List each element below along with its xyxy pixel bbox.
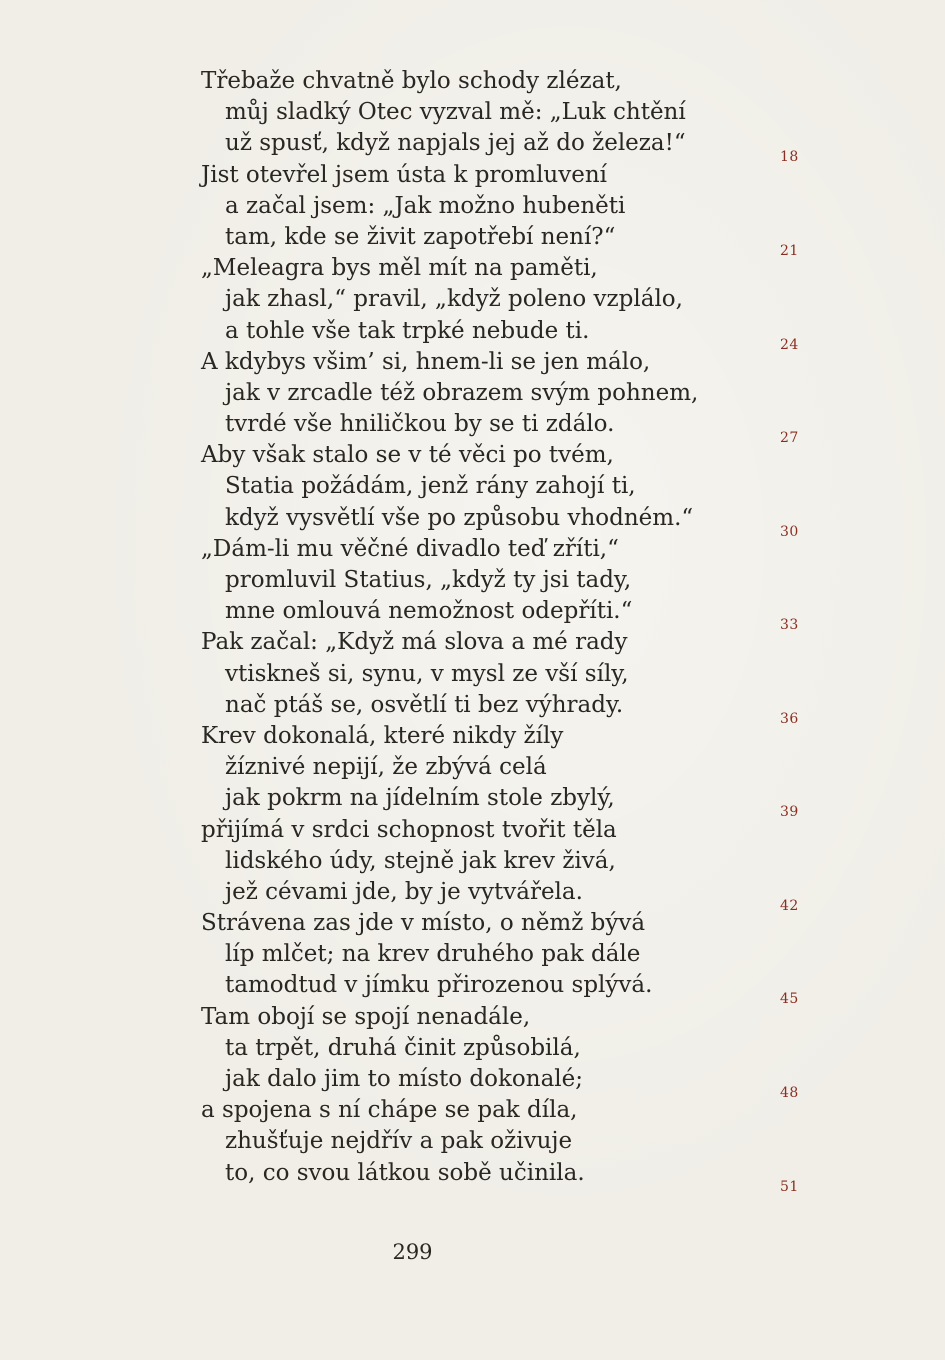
verse-text: Pak začal: „Když má slova a mé rady bbox=[201, 629, 628, 656]
verse-number: 30 bbox=[780, 523, 799, 540]
verse-text: a začal jsem: „Jak možno hubeněti bbox=[225, 192, 626, 219]
verse-text: nač ptáš se, osvětlí ti bez výhrady. bbox=[225, 691, 624, 718]
verse-text: mne omlouvá nemožnost odepříti.“ bbox=[225, 598, 633, 625]
verse-text: jak v zrcadle též obrazem svým pohnem, bbox=[225, 379, 699, 406]
verse-line bbox=[0, 596, 945, 634]
verse-number: 45 bbox=[780, 991, 799, 1008]
verse-text: Jist otevřel jsem ústa k promluvení bbox=[201, 161, 608, 188]
verse-number: 36 bbox=[780, 710, 799, 727]
verse-number: 48 bbox=[780, 1085, 799, 1101]
verse-line bbox=[0, 503, 945, 540]
verse-text: A kdybys všim’ si, hnem-li se jen málo, bbox=[201, 348, 651, 375]
verse-text: přijímá v srdci schopnost tvořit těla bbox=[201, 816, 617, 843]
verse-line bbox=[0, 409, 945, 447]
verse-line bbox=[0, 721, 945, 752]
verse-text: promluvil Statius, „když ty jsi tady, bbox=[225, 567, 632, 593]
verse-number: 33 bbox=[780, 617, 799, 634]
verse-text: už spusť, když napjals jej až do železa!“ bbox=[225, 130, 686, 157]
verse-number: 39 bbox=[780, 804, 799, 821]
verse-text: Aby však stalo se v té věci po tvém, bbox=[201, 442, 614, 469]
verse-text: zhušťuje nejdřív a pak oživuje bbox=[225, 1128, 573, 1155]
verse-line bbox=[0, 534, 945, 565]
verse-line bbox=[0, 783, 945, 821]
verse-line bbox=[0, 908, 945, 939]
verse-text: a tohle vše tak trpké nebude ti. bbox=[225, 317, 590, 344]
verse-number: 27 bbox=[780, 430, 799, 447]
verse-text: Strávena zas jde v místo, o němž bývá bbox=[201, 910, 646, 937]
verse-text: „Meleagra bys měl mít na paměti, bbox=[201, 255, 598, 282]
verse-line bbox=[0, 939, 945, 970]
verse-line bbox=[0, 378, 945, 409]
verse-number: 21 bbox=[780, 242, 799, 259]
verse-text: jak pokrm na jídelním stole zbylý, bbox=[225, 785, 615, 812]
verse-line bbox=[0, 1158, 945, 1195]
verse-text: žíznivé nepijí, že zbývá celá bbox=[225, 754, 547, 781]
verse-text: Tam obojí se spojí nenadále, bbox=[201, 1003, 531, 1030]
verse-line bbox=[0, 284, 945, 315]
verse-line bbox=[0, 752, 945, 783]
verse-text: Třebaže chvatně bylo schody zlézat, bbox=[201, 68, 622, 94]
verse-line bbox=[0, 440, 945, 471]
verse-text: ta trpět, druhá činit způsobilá, bbox=[225, 1034, 581, 1061]
verse-line bbox=[0, 1064, 945, 1101]
verse-line bbox=[0, 970, 945, 1008]
verse-number: 51 bbox=[780, 1178, 799, 1195]
verse-text: a spojena s ní chápe se pak díla, bbox=[201, 1097, 578, 1124]
verse-line bbox=[0, 471, 945, 502]
poem-text bbox=[0, 66, 945, 1195]
verse-text: když vysvětlí vše po způsobu vhodném.“ bbox=[225, 504, 694, 531]
verse-text: vtiskneš si, synu, v mysl ze vší síly, bbox=[225, 660, 629, 687]
verse-line bbox=[0, 253, 945, 284]
verse-text: lidského údy, stejně jak krev živá, bbox=[225, 847, 616, 874]
verse-line bbox=[0, 66, 945, 97]
verse-line bbox=[0, 191, 945, 222]
verse-line bbox=[0, 627, 945, 658]
verse-line bbox=[0, 877, 945, 914]
verse-line bbox=[0, 316, 945, 353]
verse-text: můj sladký Otec vyzval mě: „Luk chtění bbox=[225, 99, 686, 126]
page-number: 299 bbox=[392, 1240, 433, 1264]
verse-number: 42 bbox=[780, 897, 799, 914]
verse-line bbox=[0, 846, 945, 877]
verse-text: Statia požádám, jenž rány zahojí ti, bbox=[225, 473, 636, 500]
verse-line bbox=[0, 97, 945, 128]
verse-number: 24 bbox=[780, 336, 799, 353]
verse-line bbox=[0, 690, 945, 727]
verse-line bbox=[0, 659, 945, 690]
verse-text: líp mlčet; na krev druhého pak dále bbox=[225, 941, 641, 968]
verse-text: tvrdé vše hniličkou by se ti zdálo. bbox=[225, 411, 615, 438]
verse-line bbox=[0, 1095, 945, 1126]
verse-text: Krev dokonalá, které nikdy žíly bbox=[201, 722, 564, 749]
verse-line bbox=[0, 128, 945, 166]
verse-line bbox=[0, 815, 945, 846]
verse-line bbox=[0, 1126, 945, 1157]
verse-line bbox=[0, 1033, 945, 1064]
verse-line bbox=[0, 160, 945, 191]
verse-text: jak dalo jim to místo dokonalé; bbox=[225, 1066, 584, 1092]
verse-text: to, co svou látkou sobě učinila. bbox=[225, 1159, 585, 1186]
verse-line bbox=[0, 1002, 945, 1033]
verse-line bbox=[0, 222, 945, 259]
verse-text: jak zhasl,“ pravil, „když poleno vzplálo, bbox=[225, 286, 683, 313]
verse-line bbox=[0, 347, 945, 378]
verse-text: tamodtud v jímku přirozenou splývá. bbox=[225, 972, 653, 999]
verse-text: „Dám-li mu věčné divadlo teď zříti,“ bbox=[201, 535, 619, 562]
verse-text: jež cévami jde, by je vytvářela. bbox=[225, 878, 583, 905]
verse-number: 18 bbox=[780, 149, 799, 166]
verse-text: tam, kde se živit zapotřebí není?“ bbox=[225, 223, 616, 250]
verse-line bbox=[0, 565, 945, 596]
